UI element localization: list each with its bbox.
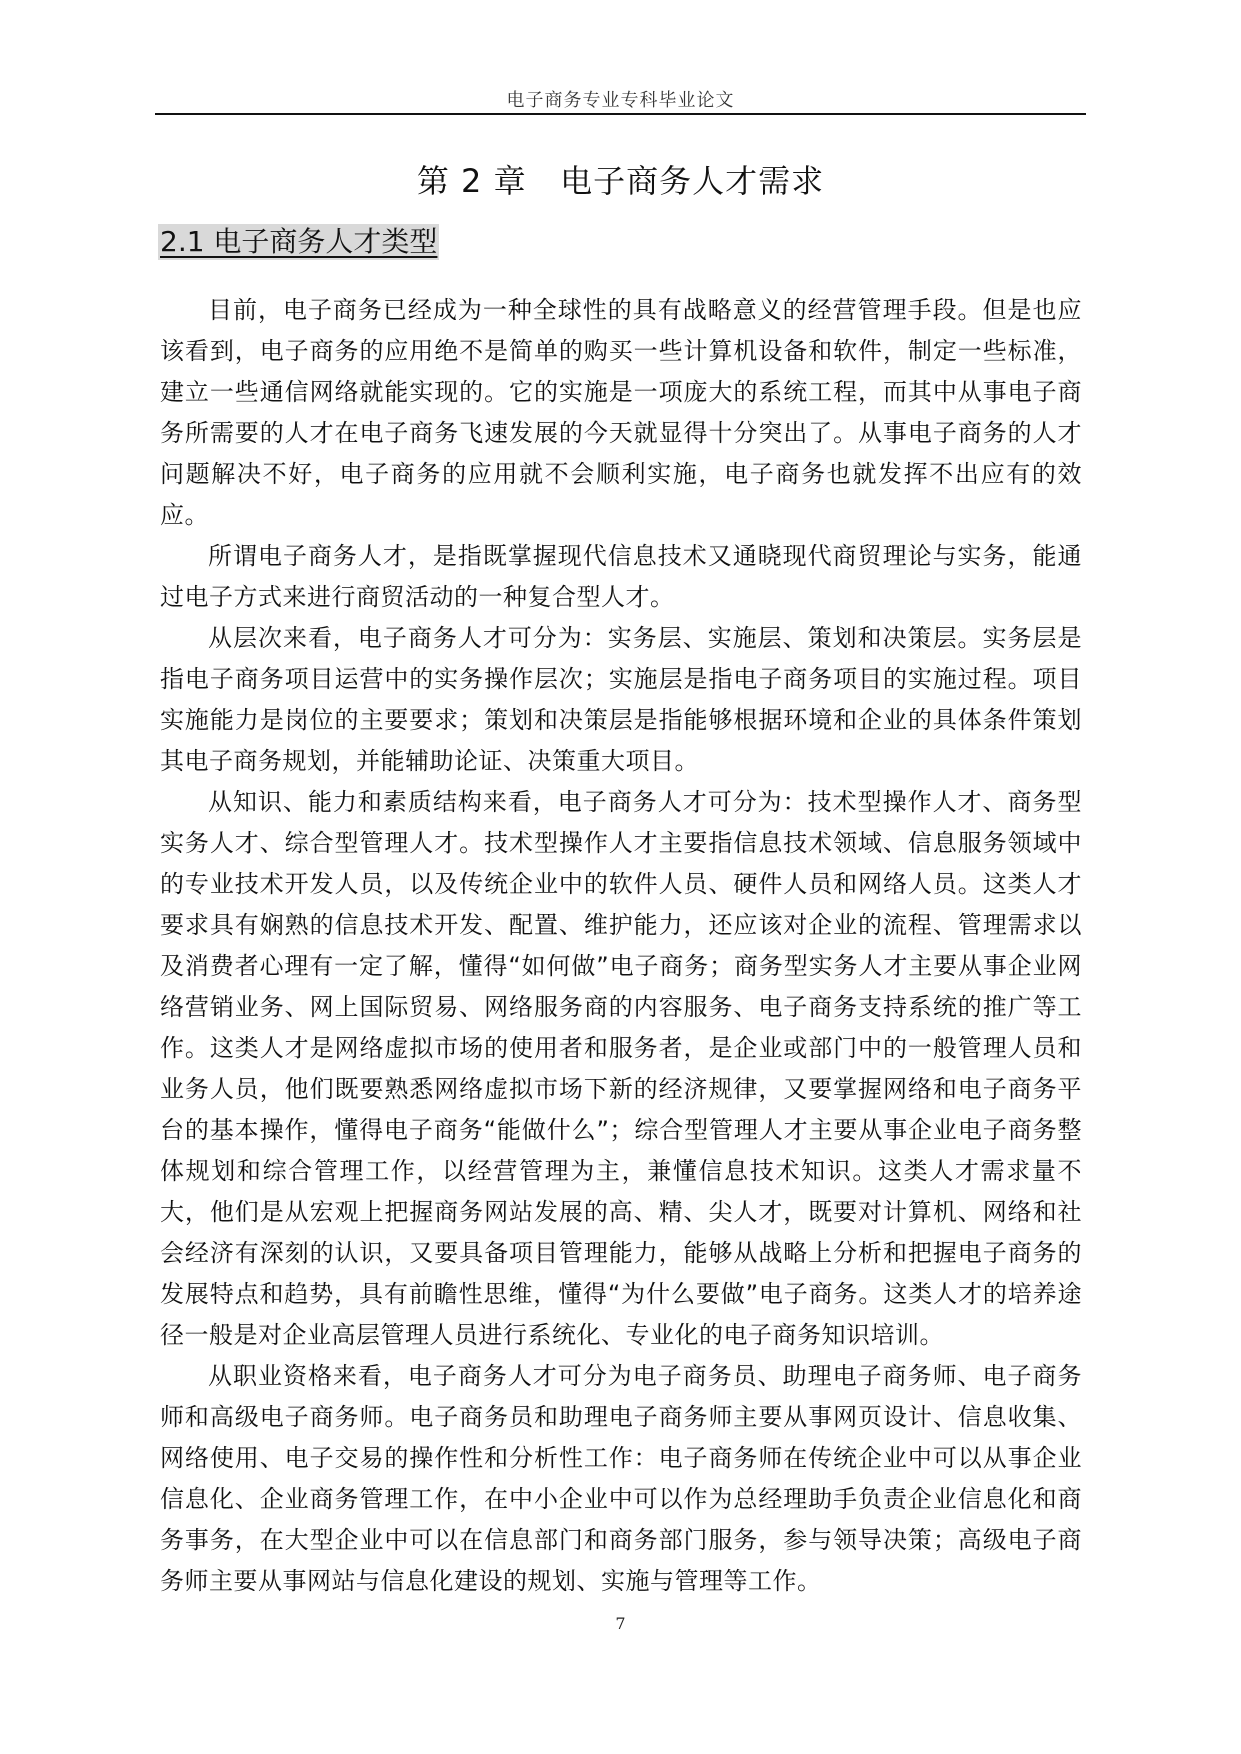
- paragraph-4: 从知识、能力和素质结构来看，电子商务人才可分为：技术型操作人才、商务型实务人才、综合型管理人才。技术型操作人才主要指信息技术领域、信息服务领域中的专业技术开发人员，以及传统企业中的软件人员、硬件人员和网络人员。这类人才要求具有娴熟的信息技术开发、配置、维护能力，还应该对企业的流程、管理需求以及消费者心理有一定了解，懂得“如何做”电子商务；商务型实务人才主要从事企业网络营销业务、网上国际贸易、网络服务商的内容服务、电子商务支持系统的推广等工作。这类人才是网络虚拟市场的使用者和服务者，是企业或部门中的一般管理人员和业务人员，他们既要熟悉网络虚拟市场下新的经济规律，又要掌握网络和电子商务平台的基本操作，懂得电子商务“能做什么”；综合型管理人才主要从事企业电子商务整体规划和综合管理工作，以经营管理为主，兼懂信息技术知识。这类人才需求量不大，他们是从宏观上把握商务网站发展的高、精、尖人才，既要对计算机、网络和社会经济有深刻的认识，又要具备项目管理能力，能够从战略上分析和把握电子商务的发展特点和趋势，具有前瞻性思维，懂得“为什么要做”电子商务。这类人才的培养途径一般是对企业高层管理人员进行系统化、专业化的电子商务知识培训。: [160, 788, 1082, 1349]
- running-header: 电子商务专业专科毕业论文: [506, 90, 735, 111]
- paragraph-1: 目前，电子商务已经成为一种全球性的具有战略意义的经营管理手段。但是也应该看到，电子商务的应用绝不是简单的购买一些计算机设备和软件，制定一些标准，建立一些通信网络就能实现的。它的实施是一项庞大的系统工程，而其中从事电子商务所需要的人才在电子商务飞速发展的今天就显得十分突出了。从事电子商务的人才问题解决不好，电子商务的应用就不会顺利实施，电子商务也就发挥不出应有的效应。: [160, 296, 1082, 529]
- body-text: [160, 290, 1082, 1602]
- chapter-title: 第 2 章 电子商务人才需求: [416, 162, 825, 200]
- section-title: 2.1 电子商务人才类型: [160, 225, 438, 258]
- paragraph-3: 从层次来看，电子商务人才可分为：实务层、实施层、策划和决策层。实务层是指电子商务项目运营中的实务操作层次；实施层是指电子商务项目的实施过程。项目实施能力是岗位的主要要求；策划和决策层是指能够根据环境和企业的具体条件策划其电子商务规划，并能辅助论证、决策重大项目。: [160, 624, 1082, 775]
- paragraph-2: 所谓电子商务人才，是指既掌握现代信息技术又通晓现代商贸理论与实务，能通过电子方式来进行商贸活动的一种复合型人才。: [160, 542, 1082, 611]
- paragraph-5: 从职业资格来看，电子商务人才可分为电子商务员、助理电子商务师、电子商务师和高级电子商务师。电子商务员和助理电子商务师主要从事网页设计、信息收集、网络使用、电子交易的操作性和分析性工作：电子商务师在传统企业中可以从事企业信息化、企业商务管理工作，在中小企业中可以作为总经理助手负责企业信息化和商务事务，在大型企业中可以在信息部门和商务部门服务，参与领导决策；高级电子商务师主要从事网站与信息化建设的规划、实施与管理等工作。: [160, 1362, 1082, 1595]
- page-number: 7: [615, 1614, 626, 1633]
- header-rule: [155, 113, 1086, 115]
